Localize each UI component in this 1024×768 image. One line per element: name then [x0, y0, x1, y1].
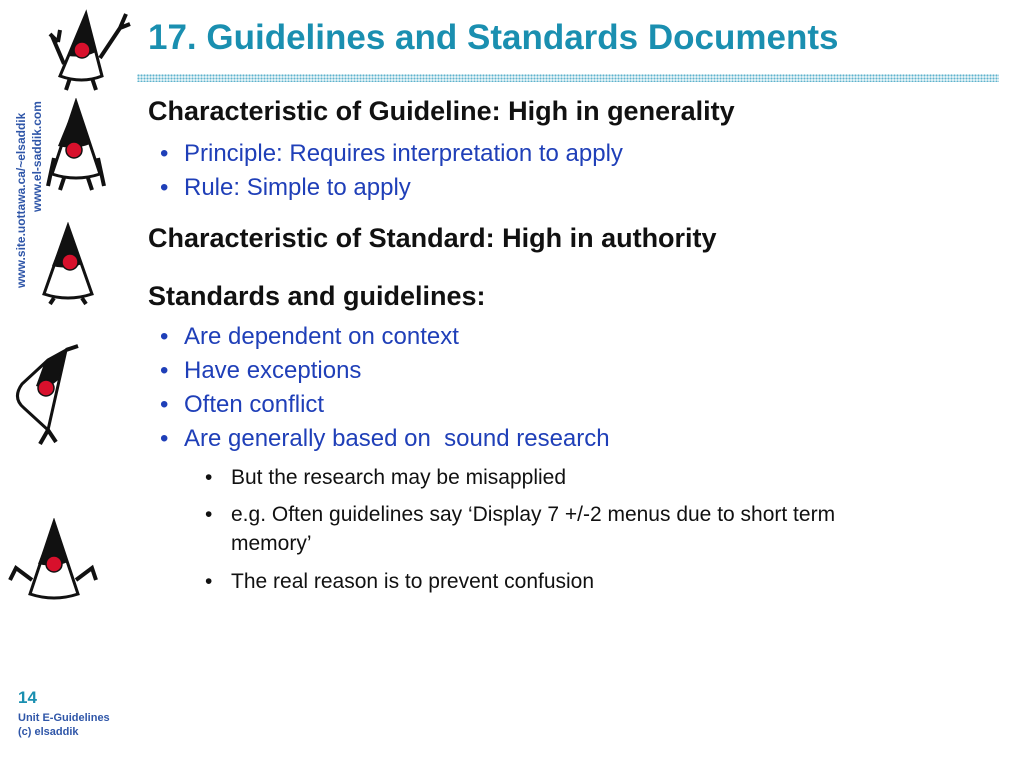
sg-sub-bullet-continuation: memory’	[231, 532, 312, 555]
sg-sub-bullet	[205, 570, 594, 594]
bullet-text: The real reason is to prevent confusion	[231, 570, 595, 593]
guideline-heading: Characteristic of Guideline: High in generality	[148, 96, 735, 126]
bullet-marker: •	[160, 357, 169, 384]
sg-bullet	[160, 425, 610, 453]
mascot-arms-up-icon	[8, 518, 98, 604]
sg-sub-bullet	[205, 466, 566, 490]
bullet-text: Are generally based on sound research	[184, 425, 610, 452]
footer-unit: Unit E-Guidelines	[18, 712, 110, 724]
mascot-standing-icon	[46, 98, 106, 192]
footer-copyright: (c) elsaddik	[18, 726, 79, 738]
guideline-bullet	[160, 140, 623, 168]
standards-guidelines-heading: Standards and guidelines:	[148, 281, 486, 311]
sg-bullet	[160, 323, 459, 351]
bullet-marker: •	[205, 503, 213, 526]
bullet-marker: •	[205, 466, 213, 489]
mascot-sitting-icon	[40, 222, 98, 306]
bullet-marker: •	[160, 425, 169, 452]
bullet-marker: •	[160, 140, 169, 167]
bullet-text: Rule: Simple to apply	[184, 174, 411, 201]
bullet-text: e.g. Often guidelines say ‘Display 7 +/-2 menus due to short term	[231, 503, 836, 526]
sg-sub-bullet	[205, 503, 835, 527]
bullet-text: Often conflict	[184, 391, 325, 418]
bullet-text: But the research may be misapplied	[231, 466, 567, 489]
standard-heading: Characteristic of Standard: High in authority	[148, 223, 717, 253]
bullet-marker: •	[160, 391, 169, 418]
side-url-1: www.site.uottawa.ca/~elsaddik	[14, 112, 28, 288]
bullet-marker: •	[205, 570, 213, 593]
sg-bullet	[160, 391, 324, 419]
mascot-waving-icon	[48, 6, 132, 92]
bullet-marker: •	[160, 174, 169, 201]
title-divider	[137, 74, 999, 82]
bullet-marker: •	[160, 323, 169, 350]
bullet-text: Principle: Requires interpretation to apply	[184, 140, 623, 167]
bullet-text: Are dependent on context	[184, 323, 459, 350]
slide-title: 17. Guidelines and Standards Documents	[148, 18, 839, 57]
page-number: 14	[18, 688, 37, 707]
mascot-leaning-icon	[8, 344, 80, 446]
sg-bullet	[160, 357, 361, 385]
bullet-text: Have exceptions	[184, 357, 362, 384]
side-url-2: www.el-saddik.com	[30, 101, 44, 212]
guideline-bullet	[160, 174, 411, 202]
